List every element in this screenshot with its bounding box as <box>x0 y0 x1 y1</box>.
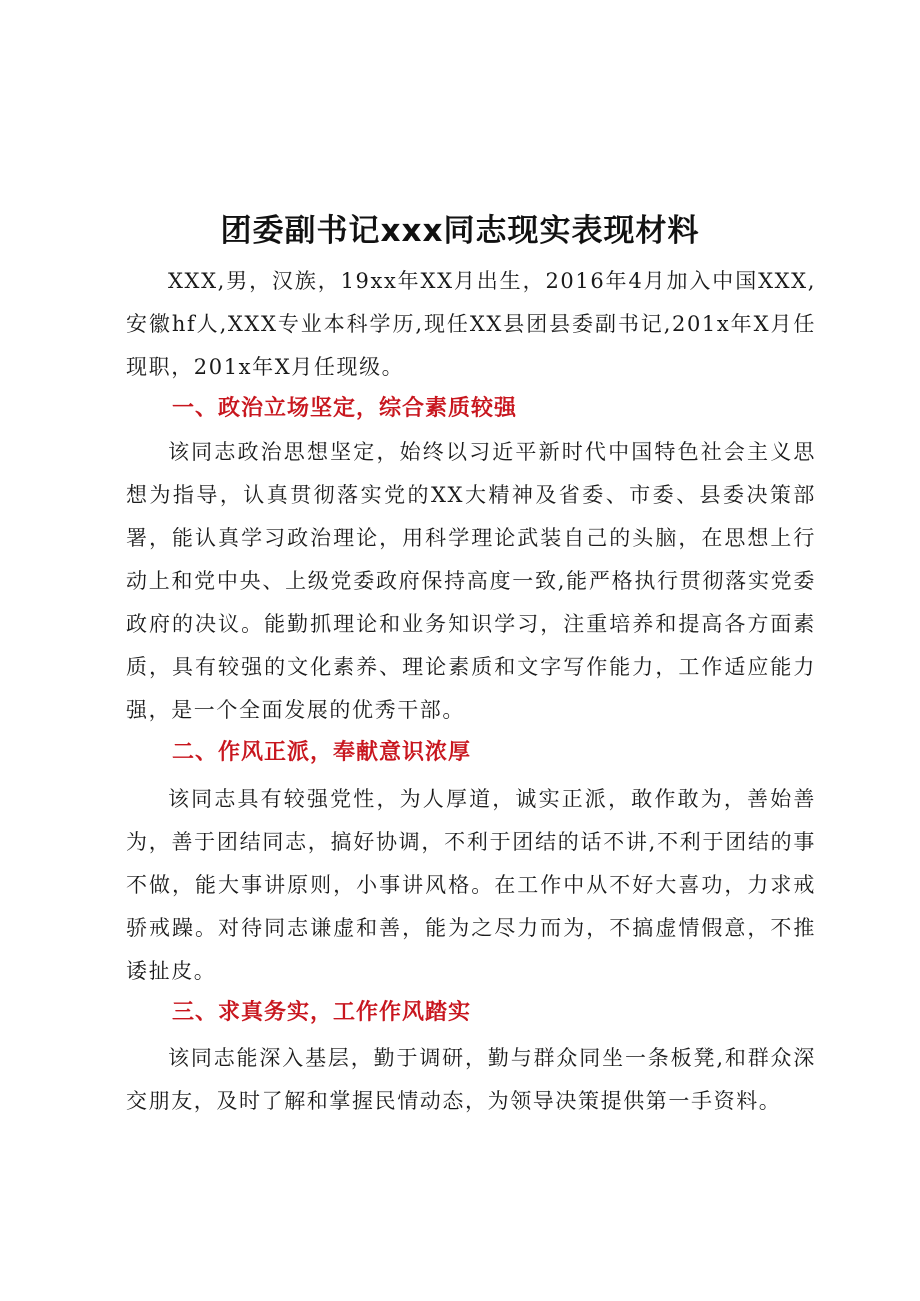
section-paragraph-political: 该同志政治思想坚定，始终以习近平新时代中国特色社会主义思想为指导，认真贯彻落实党的XX大精神及省委、市委、县委决策部署，能认真学习政治理论，用科学理论武装自己的头脑，在思想上行动上和党中央、上级党委政府保持高度一致,能严格执行贯彻落实党委政府的决议。能勤抓理论和业务知识学习，注重培养和提高各方面素质，具有较强的文化素养、理论素质和文字写作能力，工作适应能力强，是一个全面发展的优秀干部。 <box>126 440 816 722</box>
section-heading-style: 二、作风正派，奉献意识浓厚 <box>172 740 472 765</box>
section-paragraph-practical: 该同志能深入基层，勤于调研，勤与群众同坐一条板凳,和群众深交朋友，及时了解和掌握民情动态，为领导决策提供第一手资料。 <box>126 1046 816 1113</box>
intro-paragraph: XXX,男，汉族，19xx年XX月出生，2016年4月加入中国XXX,安徽hf人,XXX专业本科学历,现任XX县团县委副书记,201x年X月任现职，201x年X月任现级。 <box>126 269 816 379</box>
section-paragraph-style: 该同志具有较强党性，为人厚道，诚实正派，敢作敢为，善始善为，善于团结同志，搞好协调，不利于团结的话不讲,不利于团结的事不做，能大事讲原则，小事讲风格。在工作中从不好大喜功，力求戒骄戒躁。对待同志谦虚和善，能为之尽力而为，不搞虚情假意，不推诿扯皮。 <box>126 787 816 983</box>
section-heading-political: 一、政治立场坚定，综合素质较强 <box>172 396 518 421</box>
section-heading-practical: 三、求真务实，工作作风踏实 <box>172 1000 472 1025</box>
document-title: 团委副书记xxx同志现实表现材料 <box>220 212 700 249</box>
